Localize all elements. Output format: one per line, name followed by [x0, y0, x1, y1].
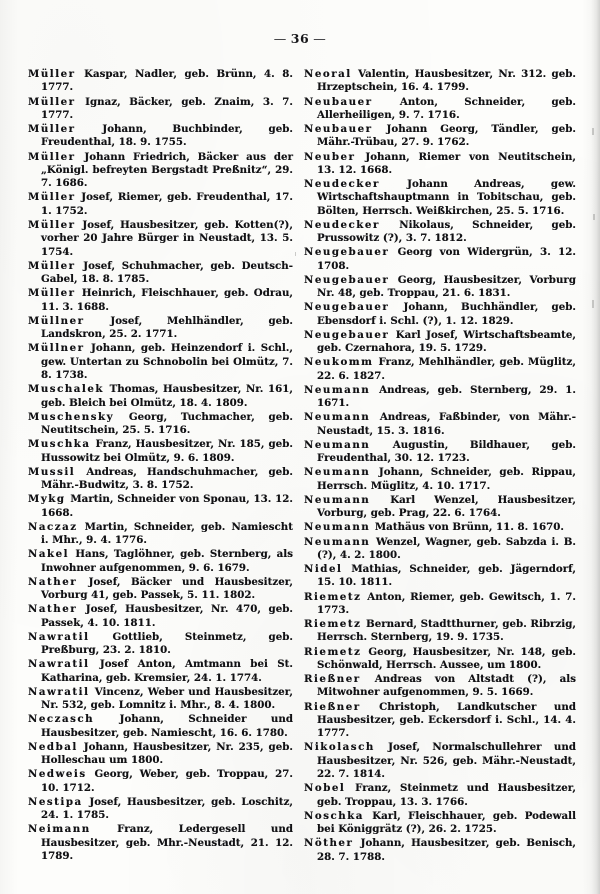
- directory-entry: [28, 466, 293, 493]
- entry-details: Josef, Riemer, geb. Freudenthal, 17. 1. 1752.: [41, 191, 293, 217]
- entry-surname: Riemetz: [304, 645, 362, 658]
- entry-surname: Nawratil: [28, 685, 90, 698]
- entry-details: Johann, Schneider und Hausbesitzer, geb. Namiescht, 16. 6. 1780.: [41, 713, 293, 739]
- entry-surname: Nöther: [304, 837, 354, 850]
- entry-surname: Neudecker: [304, 218, 380, 231]
- entry-details: Gottlieb, Steinmetz, geb. Preßburg, 23. 2. 1810.: [41, 630, 293, 657]
- entry-details: Josef, Normalschullehrer und Hausbesitzer, Nr. 526, geb. Mähr.-Neustadt, 22. 7. 1814.: [317, 741, 576, 781]
- directory-entry: [28, 315, 293, 342]
- entry-surname: Neubauer: [304, 95, 373, 108]
- directory-entry: [304, 151, 576, 178]
- entry-details: Johann, Schneider, geb. Rippau, Herrsch. Müglitz, 4. 10. 1717.: [317, 466, 576, 492]
- entry-details: Thomas, Hausbesitzer, Nr. 161, geb. Bleich bei Olmütz, 18. 4. 1809.: [41, 383, 293, 409]
- entry-details: Franz, Ledergesell und Hausbesitzer, geb. Mhr.-Neustadt, 21. 12. 1789.: [41, 823, 293, 863]
- directory-entry: [28, 287, 293, 314]
- entry-details: Martin, Schneider, geb. Namiescht i. Mhr., 9. 4. 1776.: [41, 520, 293, 547]
- directory-entry: [28, 342, 293, 382]
- entry-details: Johann Georg, Tändler, geb. Mähr.-Trübau, 27. 9. 1762.: [317, 123, 576, 149]
- directory-entry: [28, 191, 293, 218]
- entry-surname: Müller: [28, 150, 76, 163]
- entry-surname: Müller: [28, 259, 76, 272]
- page-folio: [0, 31, 600, 46]
- entry-details: Franz, Mehlhändler, geb. Müglitz, 22. 6. 1827.: [317, 356, 576, 382]
- entry-surname: Neukomm: [304, 356, 374, 369]
- directory-entry: [28, 383, 293, 410]
- two-column-body: [0, 68, 600, 883]
- directory-entry: [304, 701, 576, 741]
- directory-entry: [304, 536, 576, 563]
- entry-surname: Riemetz: [304, 618, 362, 630]
- entry-details: Andreas von Altstadt (?), als Mitwohner aufgenommen, 9. 5. 1669.: [317, 673, 576, 699]
- entry-details: Andreas, Faßbinder, von Mähr.-Neustadt, 15. 3. 1816.: [317, 411, 576, 437]
- entry-surname: Nedweis: [28, 768, 87, 781]
- directory-entry: [304, 563, 576, 590]
- entry-details: Georg, Hausbesitzer, Vorburg Nr. 48, geb. Troppau, 21. 6. 1831.: [317, 273, 576, 300]
- entry-details: Kaspar, Nadler, geb. Brünn, 4. 8. 1777.: [41, 68, 293, 94]
- entry-surname: Nikolasch: [304, 741, 375, 754]
- entry-details: Georg, Hausbesitzer, Nr. 148, geb. Schönwald, Herrsch. Aussee, um 1800.: [317, 645, 576, 671]
- right-column: [304, 68, 576, 883]
- entry-surname: Müller: [28, 287, 76, 300]
- entry-details: Johann, Hausbesitzer, geb. Benisch, 28. 7. 1788.: [317, 837, 576, 863]
- entry-surname: Nather: [28, 575, 78, 588]
- entry-details: Johann Andreas, gew. Wirtschaftshauptmann in Tobitschau, geb. Bölten, Herrsch. Weißkirchen, 25. 5. 1716.: [317, 178, 576, 217]
- directory-entry: [304, 178, 576, 218]
- entry-surname: Neumann: [304, 493, 371, 506]
- entry-details: Anton, Schneider, geb. Allerheiligen, 9. 7. 1716.: [317, 95, 576, 121]
- entry-surname: Müller: [28, 218, 76, 231]
- entry-surname: Muschka: [28, 438, 91, 451]
- directory-entry: [28, 796, 293, 823]
- directory-entry: [28, 151, 293, 191]
- entry-surname: Noschka: [304, 809, 364, 822]
- entry-details: Josef, Hausbesitzer, geb. Kotten(?), vorher 20 Jahre Bürger in Neustadt, 13. 5. 1754.: [41, 218, 293, 258]
- entry-surname: Neugebauer: [304, 301, 390, 314]
- left-column: [28, 68, 293, 883]
- entry-details: Josef, Schuhmacher, geb. Deutsch-Gabel, 18. 8. 1785.: [41, 259, 293, 286]
- directory-entry: [304, 673, 576, 700]
- entry-surname: Rießner: [304, 700, 361, 713]
- entry-details: Georg, Tuchmacher, geb. Neutitschein, 25. 5. 1716.: [41, 410, 293, 437]
- entry-surname: Neimann: [28, 823, 91, 836]
- entry-details: Augustin, Bildhauer, geb. Freudenthal, 30. 12. 1723.: [317, 438, 576, 465]
- entry-surname: Neumann: [304, 383, 371, 396]
- entry-details: Mathäus von Brünn, 11. 8. 1670.: [371, 521, 564, 534]
- directory-entry: [28, 411, 293, 438]
- entry-surname: Neumann: [304, 411, 371, 424]
- directory-entry: [28, 658, 293, 685]
- directory-entry: [28, 631, 293, 658]
- entry-surname: Mykg: [28, 493, 66, 506]
- entry-surname: Müller: [28, 123, 76, 135]
- directory-entry: [28, 768, 293, 795]
- directory-entry: [28, 123, 293, 150]
- entry-details: Heinrich, Fleischhauer, geb. Odrau, 11. 3. 1688.: [41, 287, 293, 313]
- entry-surname: Neudecker: [304, 178, 380, 190]
- entry-details: Johann, Riemer von Neutitschein, 13. 12. 1668.: [317, 150, 576, 176]
- entry-details: Georg, Weber, geb. Troppau, 27. 10. 1712.: [41, 768, 293, 794]
- entry-surname: Nobel: [304, 782, 346, 795]
- directory-entry: [304, 301, 576, 328]
- directory-entry: [304, 384, 576, 411]
- entry-details: Ignaz, Bäcker, geb. Znaim, 3. 7. 1777.: [41, 95, 293, 121]
- entry-details: Johann Friedrich, Bäcker aus der „Königl. befreyten Bergstadt Preßnitz“, 29. 7. 1686.: [41, 150, 293, 190]
- entry-surname: Müller: [28, 191, 76, 204]
- entry-surname: Nedbal: [28, 740, 78, 753]
- entry-details: Bernard, Stadtthurner, geb. Ribrzig, Herrsch. Sternberg, 19. 9. 1735.: [317, 618, 576, 644]
- directory-entry: [304, 68, 576, 95]
- folio-number: 36: [290, 31, 310, 46]
- directory-entry: [28, 438, 293, 465]
- entry-surname: Rießner: [304, 673, 361, 685]
- directory-entry: [28, 741, 293, 768]
- entry-details: Josef Anton, Amtmann bei St. Katharina, geb. Kremsier, 24. 1. 1774.: [41, 658, 293, 684]
- entry-details: Andreas, Handschuhmacher, geb. Mähr.-Budwitz, 3. 8. 1752.: [41, 465, 293, 492]
- directory-entry: [28, 548, 293, 575]
- directory-entry: [304, 521, 576, 534]
- entry-details: Wenzel, Wagner, geb. Sabzda i. B. (?), 4. 2. 1800.: [317, 535, 576, 561]
- entry-details: Johann, Hausbesitzer, Nr. 235, geb. Holleschau um 1800.: [41, 740, 293, 767]
- entry-details: Georg von Widergrün, 3. 12. 1708.: [317, 246, 576, 272]
- entry-surname: Nather: [28, 603, 78, 616]
- directory-entry: [304, 439, 576, 466]
- directory-entry: [304, 246, 576, 273]
- directory-entry: [28, 493, 293, 520]
- entry-details: Johann, geb. Heinzendorf i. Schl., gew. Untertan zu Schnobolin bei Olmütz, 7. 8. 1738.: [41, 342, 293, 382]
- directory-entry: [304, 219, 576, 246]
- entry-surname: Neugebauer: [304, 273, 390, 286]
- entry-surname: Müller: [28, 95, 76, 108]
- entry-details: Josef, Hausbesitzer, geb. Loschitz, 24. 1. 1785.: [41, 795, 293, 822]
- entry-details: Vincenz, Weber und Hausbesitzer, Nr. 532, geb. Lomnitz i. Mhr., 8. 4. 1800.: [41, 685, 293, 712]
- entry-surname: Neumann: [304, 466, 371, 479]
- directory-entry: [304, 411, 576, 438]
- entry-surname: Neczasch: [28, 713, 95, 726]
- entry-surname: Neumann: [304, 521, 371, 534]
- directory-entry: [28, 96, 293, 123]
- entry-details: Karl Wenzel, Hausbesitzer, Vorburg, geb. Prag, 22. 6. 1764.: [317, 493, 576, 520]
- directory-entry: [28, 68, 293, 95]
- folio-rule-right: —: [313, 31, 327, 46]
- entry-surname: Neumann: [304, 438, 371, 451]
- directory-entry: [304, 810, 576, 837]
- directory-entry: [304, 782, 576, 809]
- entry-details: Johann, Buchhändler, geb. Ebensdorf i. Schl. (?), 1. 12. 1829.: [317, 301, 576, 327]
- entry-surname: Muschalek: [28, 383, 104, 396]
- entry-surname: Neoral: [304, 68, 352, 80]
- entry-surname: Naczaz: [28, 520, 78, 533]
- entry-details: Martin, Schneider von Sponau, 13. 12. 1668.: [41, 493, 293, 519]
- directory-entry: [304, 494, 576, 521]
- entry-surname: Müllner: [28, 314, 85, 327]
- entry-surname: Nawratil: [28, 658, 90, 671]
- directory-entry: [304, 741, 576, 781]
- entry-surname: Neuber: [304, 150, 356, 163]
- directory-entry: [304, 837, 576, 864]
- directory-entry: [304, 466, 576, 493]
- entry-surname: Neubauer: [304, 123, 373, 135]
- directory-entry: [28, 823, 293, 863]
- entry-details: Franz, Steinmetz und Hausbesitzer, geb. Troppau, 13. 3. 1766.: [317, 782, 576, 808]
- entry-surname: Nidel: [304, 563, 343, 575]
- entry-surname: Nestipa: [28, 795, 83, 808]
- entry-surname: Müllner: [28, 342, 85, 355]
- entry-surname: Nawratil: [28, 630, 90, 643]
- entry-details: Josef, Hausbesitzer, Nr. 470, geb. Passek, 4. 10. 1811.: [41, 603, 293, 629]
- directory-entry: [304, 591, 576, 618]
- entry-surname: Neumann: [304, 535, 371, 548]
- directory-entry: [28, 603, 293, 630]
- folio-rule-left: —: [273, 31, 287, 46]
- entry-details: Karl Josef, Wirtschaftsbeamte, geb. Czernahora, 19. 5. 1729.: [317, 328, 576, 355]
- entry-details: Valentin, Hausbesitzer, Nr. 312. geb. Hrzeptschein, 16. 4. 1799.: [317, 68, 576, 94]
- directory-entry: [304, 646, 576, 673]
- entry-details: Mathias, Schneider, geb. Jägerndorf, 15. 10. 1811.: [317, 563, 576, 589]
- entry-details: Karl, Fleischhauer, geb. Podewall bei Königgrätz (?), 26. 2. 1725.: [317, 809, 576, 836]
- entry-details: Anton, Riemer, geb. Gewitsch, 1. 7. 1773.: [317, 590, 576, 616]
- directory-entry: [28, 219, 293, 259]
- directory-entry: [28, 260, 293, 287]
- directory-entry: [28, 713, 293, 740]
- entry-surname: Riemetz: [304, 590, 362, 603]
- entry-surname: Neugebauer: [304, 246, 390, 259]
- directory-entry: [28, 521, 293, 548]
- directory-entry: [28, 686, 293, 713]
- directory-entry: [304, 274, 576, 301]
- entry-details: Andreas, geb. Sternberg, 29. 1. 1671.: [317, 383, 576, 410]
- directory-entry: [304, 356, 576, 383]
- entry-surname: Muschensky: [28, 410, 115, 423]
- entry-details: Hans, Taglöhner, geb. Sternberg, als Inwohner aufgenommen, 9. 6. 1679.: [41, 548, 293, 574]
- entry-surname: Nakel: [28, 548, 70, 561]
- directory-entry: [304, 123, 576, 150]
- entry-surname: Mussil: [28, 465, 76, 478]
- entry-details: Christoph, Landkutscher und Hausbesitzer, geb. Eckersdorf i. Schl., 14. 4. 1777.: [317, 700, 576, 740]
- directory-entry: [304, 618, 576, 645]
- entry-details: Josef, Mehlhändler, geb. Landskron, 25. 2. 1771.: [41, 314, 293, 341]
- entry-details: Josef, Bäcker und Hausbesitzer, Vorburg 41, geb. Passek, 5. 11. 1802.: [41, 575, 293, 602]
- entry-details: Johann, Buchbinder, geb. Freudenthal, 18. 9. 1755.: [41, 123, 293, 149]
- directory-entry: [28, 576, 293, 603]
- entry-surname: Neugebauer: [304, 328, 390, 341]
- directory-entry: [304, 329, 576, 356]
- entry-details: Franz, Hausbesitzer, Nr. 185, geb. Hussowitz bei Olmütz, 9. 6. 1809.: [41, 438, 293, 464]
- entry-surname: Müller: [28, 68, 76, 80]
- entry-details: Nikolaus, Schneider, geb. Prussowitz (?), 3. 7. 1812.: [317, 218, 576, 245]
- directory-entry: [304, 96, 576, 123]
